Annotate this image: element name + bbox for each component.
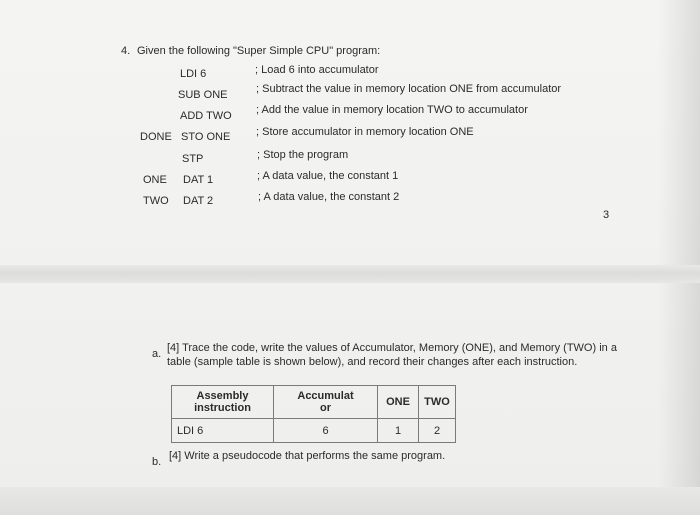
trace-table [171, 385, 456, 443]
header-accumulator [274, 386, 378, 419]
program-comment: ; Store accumulator in memory location ONE [256, 126, 474, 138]
program-label: TWO [143, 195, 169, 207]
header-one: ONE [378, 386, 419, 419]
part-b-letter: b. [152, 456, 162, 468]
program-instruction: LDI 6 [180, 68, 207, 80]
part-a-line2: table (sample table is shown below), and record their changes after each instruction. [167, 356, 578, 368]
program-comment: ; Stop the program [257, 149, 349, 161]
program-label: DONE [140, 131, 172, 143]
header-accum-line2: or [320, 402, 331, 414]
program-comment: ; Add the value in memory location TWO to accumulator [256, 104, 528, 116]
table-row [172, 419, 456, 443]
program-instruction: DAT 1 [183, 174, 214, 186]
header-assembly-instruction [172, 386, 274, 419]
question-number: 4. [121, 45, 131, 57]
page-bottom-edge [0, 487, 700, 515]
header-assembly-line1: Assembly [196, 390, 249, 402]
header-two: TWO [419, 386, 456, 419]
part-b-text: [4] Write a pseudocode that performs the same program. [169, 450, 446, 462]
cell-one: 1 [378, 419, 419, 443]
program-instruction: STP [182, 153, 204, 165]
cell-instruction: LDI 6 [172, 419, 274, 443]
page-shadow [658, 0, 700, 515]
part-a-letter: a. [152, 348, 162, 360]
program-comment: ; Subtract the value in memory location ONE from accumulator [256, 83, 562, 95]
program-comment: ; Load 6 into accumulator [255, 64, 379, 76]
program-comment: ; A data value, the constant 1 [257, 170, 399, 182]
program-instruction: ADD TWO [180, 110, 232, 122]
part-a-line1: [4] Trace the code, write the values of Accumulator, Memory (ONE), and Memory (TWO) in a [167, 342, 617, 354]
question-intro: Given the following "Super Simple CPU" program: [137, 45, 381, 57]
cell-two: 2 [419, 419, 456, 443]
program-instruction: DAT 2 [183, 195, 214, 207]
header-accum-line1: Accumulat [297, 390, 354, 402]
page-break [0, 265, 700, 283]
program-instruction: SUB ONE [178, 89, 228, 101]
cell-accumulator: 6 [274, 419, 378, 443]
trace-header-row [172, 386, 456, 419]
program-label: ONE [143, 174, 167, 186]
program-comment: ; A data value, the constant 2 [258, 191, 400, 203]
header-assembly-line2: instruction [194, 402, 251, 414]
page-number: 3 [603, 209, 610, 221]
program-instruction: STO ONE [181, 131, 231, 143]
